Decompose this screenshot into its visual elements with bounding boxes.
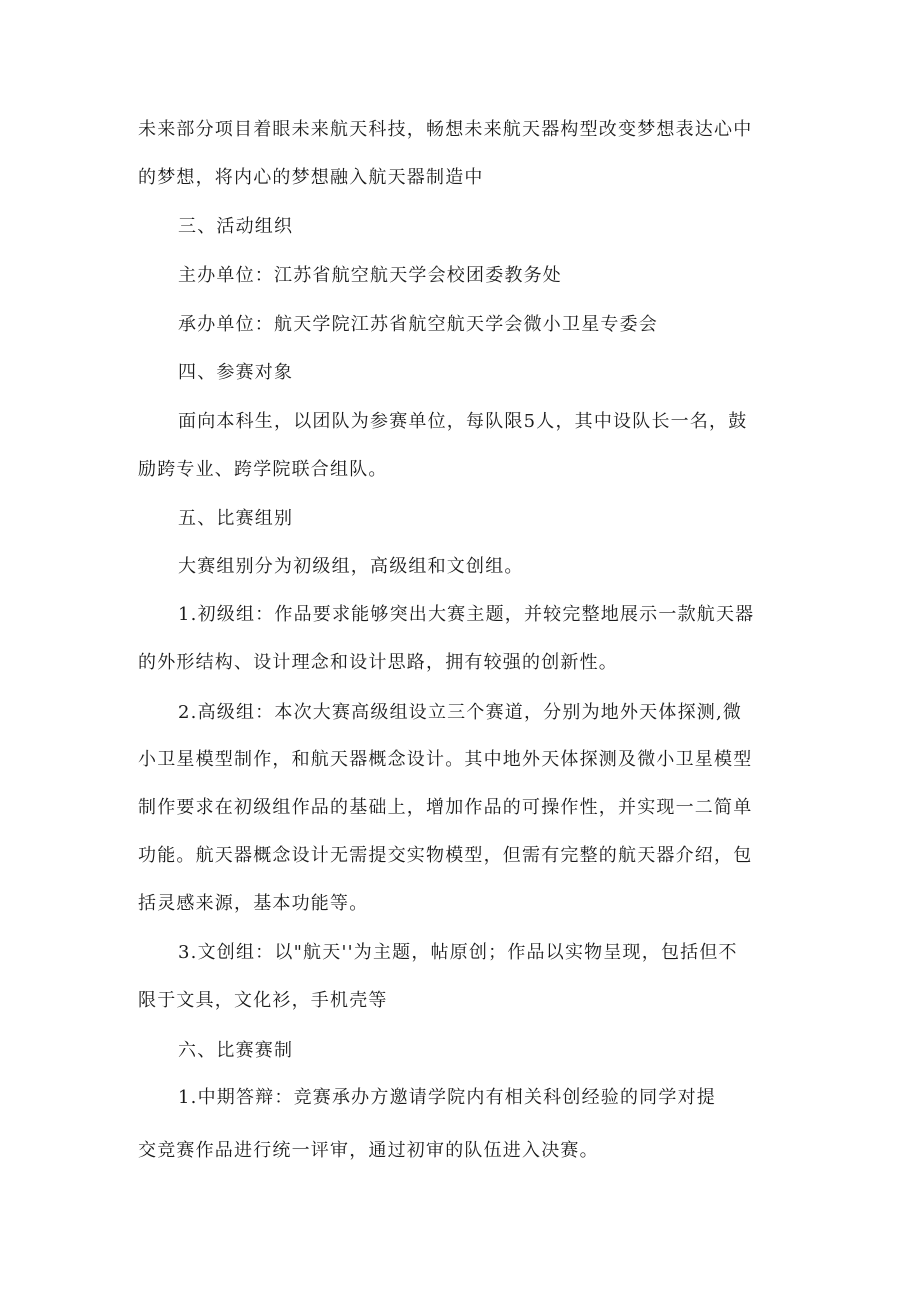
paragraph-line: 1.中期答辩：竞赛承办方邀请学院内有相关科创经验的同学对提 [178, 1087, 716, 1108]
paragraph-line: 承办单位：航天学院江苏省航空航天学会微小卫星专委会 [178, 314, 658, 335]
paragraph-line: 大赛组别分为初级组，高级组和文创组。 [178, 556, 524, 577]
paragraph-line: 的梦想，将内心的梦想融入航天器制造中 [138, 167, 484, 188]
section-heading-5: 五、比赛组别 [178, 508, 294, 529]
paragraph-line: 限于文具，文化衫，手机壳等 [138, 990, 388, 1011]
paragraph-line: 功能。航天器概念设计无需提交实物模型，但需有完整的航天器介绍，包 [138, 845, 753, 866]
paragraph-line: 励跨专业、跨学院联合组队。 [138, 459, 388, 480]
paragraph-line: 面向本科生，以团队为参赛单位，每队限5人，其中设队长一名，鼓 [178, 411, 748, 432]
section-heading-6: 六、比赛赛制 [178, 1040, 294, 1061]
paragraph-line: 3.文创组：以"航天''为主题，帖原创；作品以实物呈现，包括但不 [178, 942, 738, 963]
paragraph-line: 括灵感来源，基本功能等。 [138, 893, 369, 914]
section-heading-4: 四、参赛对象 [178, 362, 294, 383]
paragraph-line: 未来部分项目着眼未来航天科技，畅想未来航天器构型改变梦想表达心中 [138, 119, 753, 140]
section-heading-3: 三、活动组织 [178, 216, 294, 237]
paragraph-line: 的外形结构、设计理念和设计思路，拥有较强的创新性。 [138, 652, 618, 673]
paragraph-line: 交竞赛作品进行统一评审，通过初审的队伍进入决赛。 [138, 1140, 599, 1161]
paragraph-line: 1.初级组：作品要求能够突出大赛主题，并较完整地展示一款航天器 [178, 604, 755, 625]
paragraph-line: 制作要求在初级组作品的基础上，增加作品的可操作性，并实现一二简单 [138, 797, 753, 818]
paragraph-line: 主办单位：江苏省航空航天学会校团委教务处 [178, 265, 562, 286]
paragraph-line: 小卫星模型制作，和航天器概念设计。其中地外天体探测及微小卫星模型 [138, 749, 753, 770]
paragraph-line: 2.高级组：本次大赛高级组设立三个赛道，分别为地外天体探测,微 [178, 702, 743, 723]
